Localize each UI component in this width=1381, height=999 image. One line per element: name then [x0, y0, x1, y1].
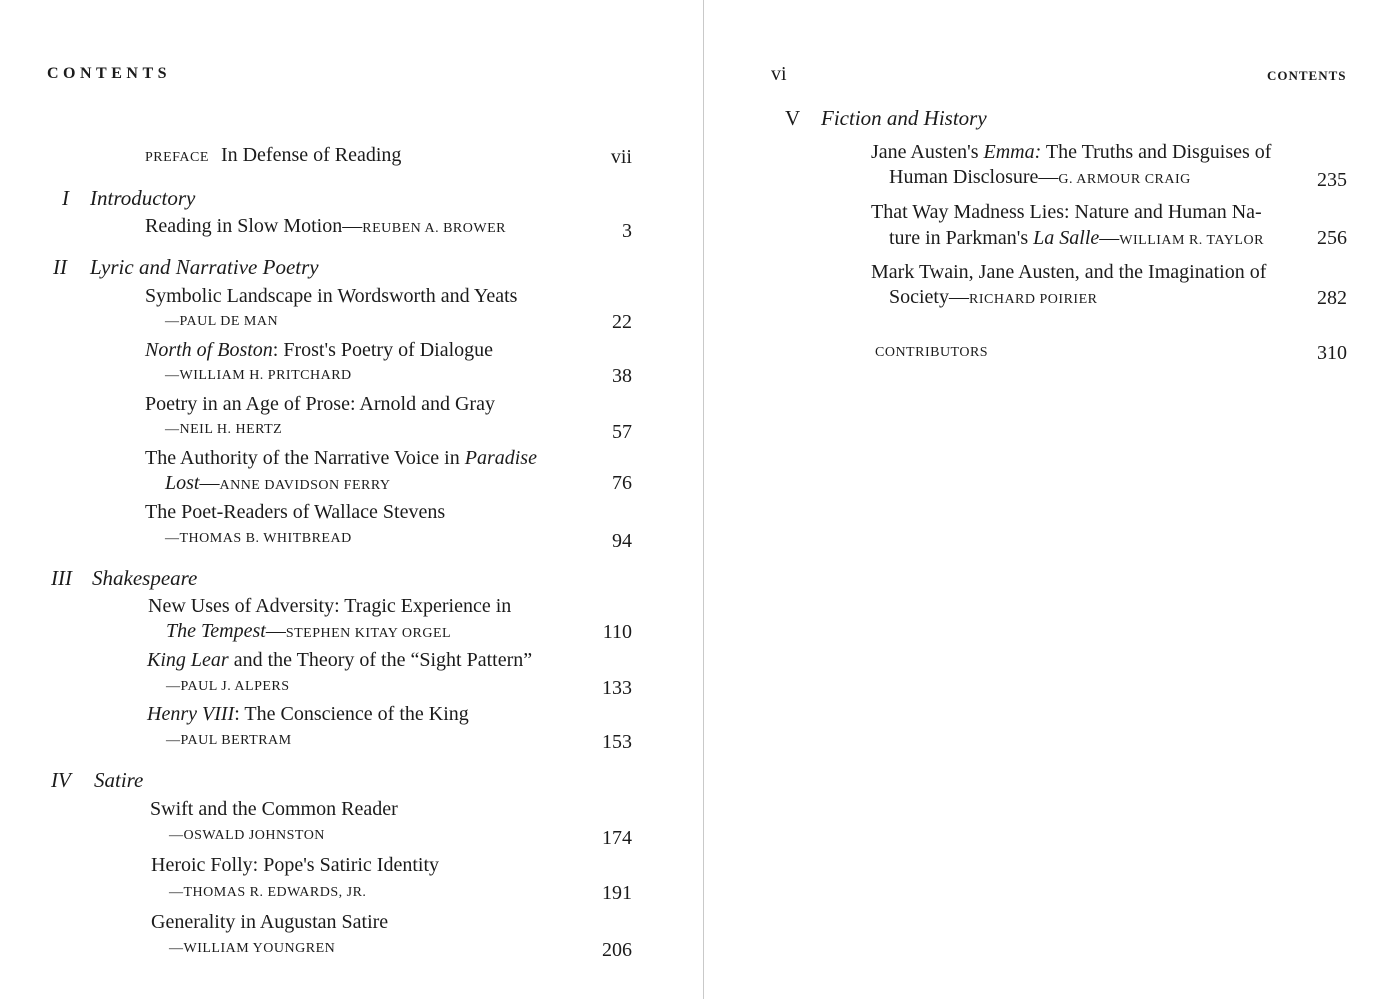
toc-entry[interactable]	[145, 339, 493, 362]
page-number: 110	[602, 621, 632, 643]
entry-author: —OSWALD JOHNSTON	[169, 828, 325, 843]
entry-author: —PAUL J. ALPERS	[166, 679, 290, 694]
toc-entry[interactable]	[871, 141, 1271, 164]
entry-title[interactable]: Generality in Augustan Satire	[151, 911, 389, 933]
entry-author: —WILLIAM H. PRITCHARD	[165, 368, 352, 383]
entry-title: : The Conscience of the King	[234, 703, 469, 725]
entry-title[interactable]: That Way Madness Lies: Nature and Human Na-	[871, 201, 1262, 223]
section-number: I	[62, 186, 69, 210]
page-number: 310	[1317, 342, 1347, 364]
entry-dash: —	[199, 472, 220, 494]
entry-title[interactable]: New Uses of Adversity: Tragic Experience in	[148, 595, 512, 617]
entry-dash: —	[265, 620, 286, 642]
section-title: Fiction and History	[821, 106, 987, 130]
entry-second-line	[889, 286, 1097, 309]
entry-author: STEPHEN KITAY ORGEL	[285, 626, 452, 641]
page-number: 76	[612, 472, 632, 494]
page-number: 94	[612, 530, 632, 552]
entry-author: G. ARMOUR CRAIG	[1058, 172, 1191, 187]
page-number: 174	[602, 827, 632, 849]
section-title: Shakespeare	[92, 566, 198, 590]
page-number: 153	[602, 731, 632, 753]
entry-title: Reading in Slow Motion—	[145, 215, 363, 237]
page-number: 57	[612, 421, 632, 443]
entry-author: —PAUL DE MAN	[165, 314, 279, 329]
preface-label: PREFACE	[145, 150, 209, 165]
entry-title-italic: North of Boston	[145, 339, 273, 361]
page-number: 191	[602, 882, 632, 904]
entry-title: Society—	[889, 286, 969, 308]
toc-entry[interactable]	[147, 649, 532, 672]
entry-author: —PAUL BERTRAM	[166, 733, 292, 748]
entry-author: —THOMAS R. EDWARDS, JR.	[169, 885, 367, 900]
entry-author: —THOMAS B. WHITBREAD	[165, 531, 352, 546]
folio: vi	[771, 63, 787, 85]
toc-entry[interactable]	[145, 215, 506, 238]
entry-second-line	[889, 227, 1264, 250]
entry-title: and the Theory of the “Sight Pattern”	[228, 649, 533, 671]
page-number: vii	[610, 146, 632, 168]
page-number: 235	[1317, 169, 1347, 191]
entry-author: —NEIL H. HERTZ	[165, 422, 283, 437]
toc-entry[interactable]	[145, 447, 537, 470]
entry-title-italic: Henry VIII	[147, 703, 235, 725]
running-head: CONTENTS	[1267, 68, 1347, 83]
toc-entry[interactable]	[147, 703, 469, 726]
entry-title: The Truths and Disguises of	[1041, 141, 1272, 163]
entry-title[interactable]: The Poet-Readers of Wallace Stevens	[145, 501, 446, 523]
entry-title[interactable]: Symbolic Landscape in Wordsworth and Yeats	[145, 285, 518, 307]
entry-title-italic: Paradise	[464, 447, 537, 469]
entry-title[interactable]: Mark Twain, Jane Austen, and the Imagination of	[871, 261, 1267, 283]
entry-title-italic: Emma:	[983, 141, 1042, 163]
entry-title: Jane Austen's	[871, 141, 984, 163]
entry-second-line	[165, 472, 391, 495]
entry-title[interactable]: Swift and the Common Reader	[150, 798, 398, 820]
page-number: 133	[602, 677, 632, 699]
entry-author: —WILLIAM YOUNGREN	[169, 941, 336, 956]
entry-author: REUBEN A. BROWER	[362, 221, 506, 236]
entry-dash: —	[1099, 227, 1120, 249]
entry-title-italic: The Tempest	[166, 620, 266, 642]
entry-author: WILLIAM R. TAYLOR	[1119, 233, 1264, 248]
page-number: 256	[1317, 227, 1347, 249]
entry-second-line	[889, 166, 1191, 189]
entry-author: ANNE DAVIDSON FERRY	[219, 478, 391, 493]
page-number: 38	[612, 365, 632, 387]
section-title: Lyric and Narrative Poetry	[90, 255, 319, 279]
section-title: Satire	[94, 768, 144, 792]
section-title: Introductory	[90, 186, 196, 210]
entry-title[interactable]: Poetry in an Age of Prose: Arnold and Gray	[145, 393, 495, 415]
entry-title: : Frost's Poetry of Dialogue	[272, 339, 494, 361]
entry-title-italic: Lost	[165, 472, 200, 494]
entry-title-italic: La Salle	[1033, 227, 1100, 249]
preface-title: In Defense of Reading	[220, 144, 402, 166]
entry-title-italic: King Lear	[147, 649, 229, 671]
page-number: 3	[622, 220, 632, 242]
running-head: CONTENTS	[47, 65, 172, 82]
entry-title: ture in Parkman's	[889, 227, 1034, 249]
section-number: IV	[51, 768, 71, 792]
section-number: II	[53, 255, 67, 279]
preface-entry[interactable]	[145, 144, 401, 167]
entry-title: The Authority of the Narrative Voice in	[145, 447, 465, 469]
entry-author: RICHARD POIRIER	[969, 292, 1098, 307]
section-number: III	[51, 566, 72, 590]
section-number: V	[785, 106, 801, 130]
page-number: 282	[1317, 287, 1347, 309]
entry-title: Human Disclosure—	[889, 166, 1059, 188]
right-page	[704, 0, 1381, 999]
contributors-label[interactable]: CONTRIBUTORS	[875, 345, 989, 360]
entry-title[interactable]: Heroic Folly: Pope's Satiric Identity	[151, 854, 440, 876]
page-number: 22	[612, 311, 632, 333]
entry-second-line	[166, 620, 451, 643]
page-number: 206	[602, 939, 632, 961]
